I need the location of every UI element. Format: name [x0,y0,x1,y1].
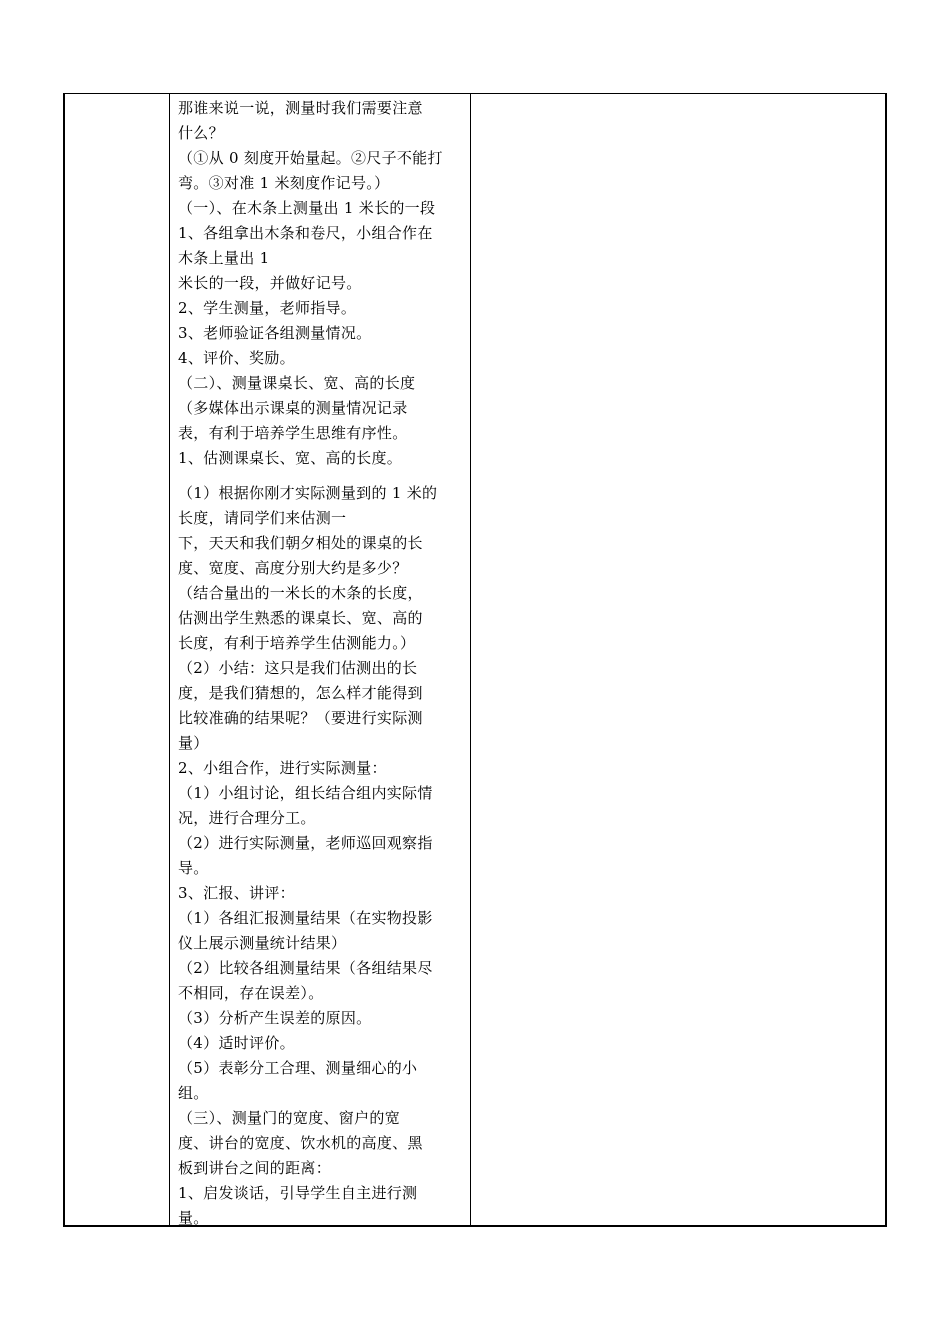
text-line: 什么？ [178,124,224,142]
text-line: 2、学生测量，老师指导。 [178,299,357,317]
text-line: （4）适时评价。 [178,1034,295,1052]
text-line: 比较准确的结果呢？（要进行实际测 [178,709,423,727]
text-line: （2）比较各组测量结果（各组结果尽 [178,959,433,977]
text-line: （3）分析产生误差的原因。 [178,1009,372,1027]
text-line: 度、宽度、高度分别大约是多少？ [178,559,408,577]
text-line: 表，有利于培养学生思维有序性。 [178,424,408,442]
text-line: （1）各组汇报测量结果（在实物投影 [178,909,433,927]
text-line: 弯。③对准 1 米刻度作记号。） [178,174,390,192]
column-divider-right [470,94,471,1225]
text-line: 木条上量出 1 [178,249,270,267]
lesson-plan-table [63,93,887,1227]
text-line: 那谁来说一说，测量时我们需要注意 [178,99,423,117]
text-line: 量。 [178,1209,209,1227]
text-line: （1）根据你刚才实际测量到的 1 米的 [178,484,438,502]
text-line: 3、汇报、讲评： [178,884,295,902]
text-line: 导。 [178,859,209,877]
text-line: （2）进行实际测量，老师巡回观察指 [178,834,433,852]
column-divider-left [169,94,170,1225]
text-line: （结合量出的一米长的木条的长度， [178,584,423,602]
text-line: 不相同，存在误差）。 [178,984,324,1002]
text-line: （二）、测量课桌长、宽、高的长度 [178,374,416,392]
text-line: 米长的一段，并做好记号。 [178,274,362,292]
text-line: 长度，请同学们来估测一 [178,509,347,527]
text-line: 板到讲台之间的距离： [178,1159,332,1177]
text-line: 度、讲台的宽度、饮水机的高度、黑 [178,1134,423,1152]
text-line: 估测出学生熟悉的课桌长、宽、高的 [178,609,423,627]
teaching-process-cell [178,96,468,1231]
text-line: 4、评价、奖励。 [178,349,295,367]
text-line: 度，是我们猜想的，怎么样才能得到 [178,684,423,702]
text-line: 量） [178,734,209,752]
text-line: （三）、测量门的宽度、窗户的宽 [178,1109,401,1127]
text-line: （多媒体出示课桌的测量情况记录 [178,399,408,417]
text-line: 1、启发谈话，引导学生自主进行测 [178,1184,418,1202]
text-line: 2、小组合作，进行实际测量： [178,759,387,777]
text-line: 长度，有利于培养学生估测能力。） [178,634,416,652]
text-line: 1、各组拿出木条和卷尺，小组合作在 [178,224,433,242]
text-line: （①从 0 刻度开始量起。②尺子不能打 [178,149,443,167]
text-line: （一）、在木条上测量出 1 米长的一段 [178,199,436,217]
text-line: 下，天天和我们朝夕相处的课桌的长 [178,534,423,552]
text-line: 组。 [178,1084,209,1102]
text-line: 况，进行合理分工。 [178,809,316,827]
text-line: 仪上展示测量统计结果） [178,934,347,952]
text-line: （2）小结：这只是我们估测出的长 [178,659,418,677]
text-line: （1）小组讨论，组长结合组内实际情 [178,784,433,802]
text-line: 1、估测课桌长、宽、高的长度。 [178,449,403,467]
text-line: （5）表彰分工合理、测量细心的小 [178,1059,418,1077]
text-line: 3、老师验证各组测量情况。 [178,324,372,342]
